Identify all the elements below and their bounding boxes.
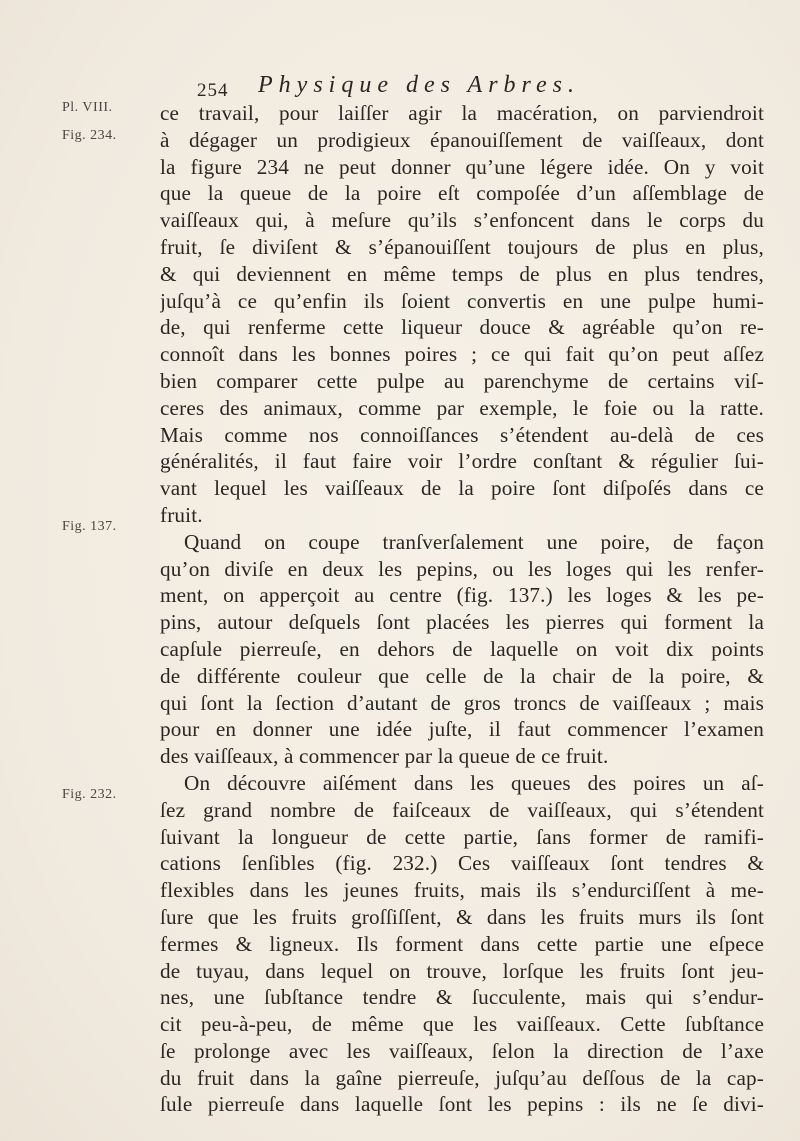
text-line: la figure 234 ne peut donner qu’une légere idée. On y voit: [160, 154, 764, 179]
text-line: que la queue de la poire eſt compoſée d’un aſſemblage de: [160, 181, 764, 206]
text-line: ſe prolonge avec les vaiſſeaux, ſelon la direction de l’axe: [160, 1038, 764, 1063]
text-line: cit peu-à-peu, de même que les vaiſſeaux. Cette ſubſtance: [160, 1012, 764, 1037]
text-line: de, qui renferme cette liqueur douce & agréable qu’on re-: [160, 315, 764, 340]
text-line: généralités, il faut faire voir l’ordre conſtant & régulier ſui-: [160, 449, 764, 474]
text-line: vant lequel les vaiſſeaux de la poire ſont diſpoſés dans ce: [160, 476, 764, 501]
text-line: ce travail, pour laiſſer agir la macération, on parviendroit: [160, 101, 764, 125]
text-line: ſez grand nombre de faiſceaux de vaiſſeaux, qui s’étendent: [160, 797, 764, 822]
text-line: pour en donner une idée juſte, il faut commencer l’examen: [160, 717, 764, 742]
text-line: Mais comme nos connoiſſances s’étendent au-delà de ces: [160, 422, 764, 447]
text-line: des vaiſſeaux, à commencer par la queue de ce fruit.: [160, 744, 609, 769]
margin-note-fig-137: Fig. 137.: [62, 519, 117, 534]
text-line: ment, on apperçoit au centre (fig. 137.) les loges & les pe-: [160, 583, 764, 608]
text-line: ſuivant la longueur de cette partie, ſans former de ramifi-: [160, 824, 764, 849]
text-line: juſqu’à ce qu’enfin ils ſoient convertis en une pulpe humi-: [160, 288, 764, 313]
page-number: 254: [197, 80, 229, 101]
text-line: connoît dans les bonnes poires ; ce qui fait qu’on peut aſſez: [160, 342, 764, 367]
text-line: fruit, ſe diviſent & s’épanouiſſent toujours de plus en plus,: [160, 234, 764, 259]
text-line: fruit.: [160, 502, 203, 527]
text-line: capſule pierreuſe, en dehors de laquelle on voit dix points: [160, 636, 764, 661]
text-line: pins, autour deſquels ſont placées les pierres qui forment la: [160, 610, 764, 635]
text-line: fermes & ligneux. Ils forment dans cette partie une eſpece: [160, 931, 764, 956]
text-line: à dégager un prodigieux épanouiſſement de vaiſſeaux, dont: [160, 127, 764, 152]
text-line: ſule pierreuſe dans laquelle ſont les pepins : ils ne ſe divi-: [160, 1092, 764, 1117]
margin-note-fig-234: Fig. 234.: [62, 128, 117, 143]
text-line: & qui deviennent en même temps de plus en plus tendres,: [160, 261, 764, 286]
text-line: qu’on diviſe en deux les pepins, ou les loges qui les renfer-: [160, 556, 764, 581]
margin-note-fig-232: Fig. 232.: [62, 787, 117, 802]
text-line: bien comparer cette pulpe au parenchyme de certains viſ-: [160, 368, 764, 393]
text-line: nes, une ſubſtance tendre & ſucculente, mais qui s’endur-: [160, 985, 764, 1010]
text-line: ſure que les fruits groſſiſſent, & dans les fruits murs ils ſont: [160, 904, 764, 929]
text-line: ceres des animaux, comme par exemple, le foie ou la ratte.: [160, 395, 764, 420]
text-line: Quand on coupe tranſverſalement une poire, de façon: [184, 529, 764, 554]
running-title: Physique des Arbres.: [258, 72, 580, 98]
text-line: vaiſſeaux qui, à meſure qu’ils s’enfoncent dans le corps du: [160, 208, 764, 233]
body-text: [160, 100, 764, 1118]
text-line: de tuyau, dans lequel on trouve, lorſque les fruits ſont jeu-: [160, 958, 764, 983]
text-line: cations ſenſibles (fig. 232.) Ces vaiſſeaux ſont tendres &: [160, 851, 764, 876]
margin-note-plate: Pl. VIII.: [62, 100, 113, 115]
text-line: qui ſont la ſection d’autant de gros troncs de vaiſſeaux ; mais: [160, 690, 764, 715]
text-line: On découvre aiſément dans les queues des poires un aſ-: [184, 770, 764, 795]
text-line: flexibles dans les jeunes fruits, mais ils s’endurciſſent à me-: [160, 878, 764, 903]
text-line: du fruit dans la gaîne pierreuſe, juſqu’au deſſous de la cap-: [160, 1065, 764, 1090]
text-line: de différente couleur que celle de la chair de la poire, &: [160, 663, 764, 688]
